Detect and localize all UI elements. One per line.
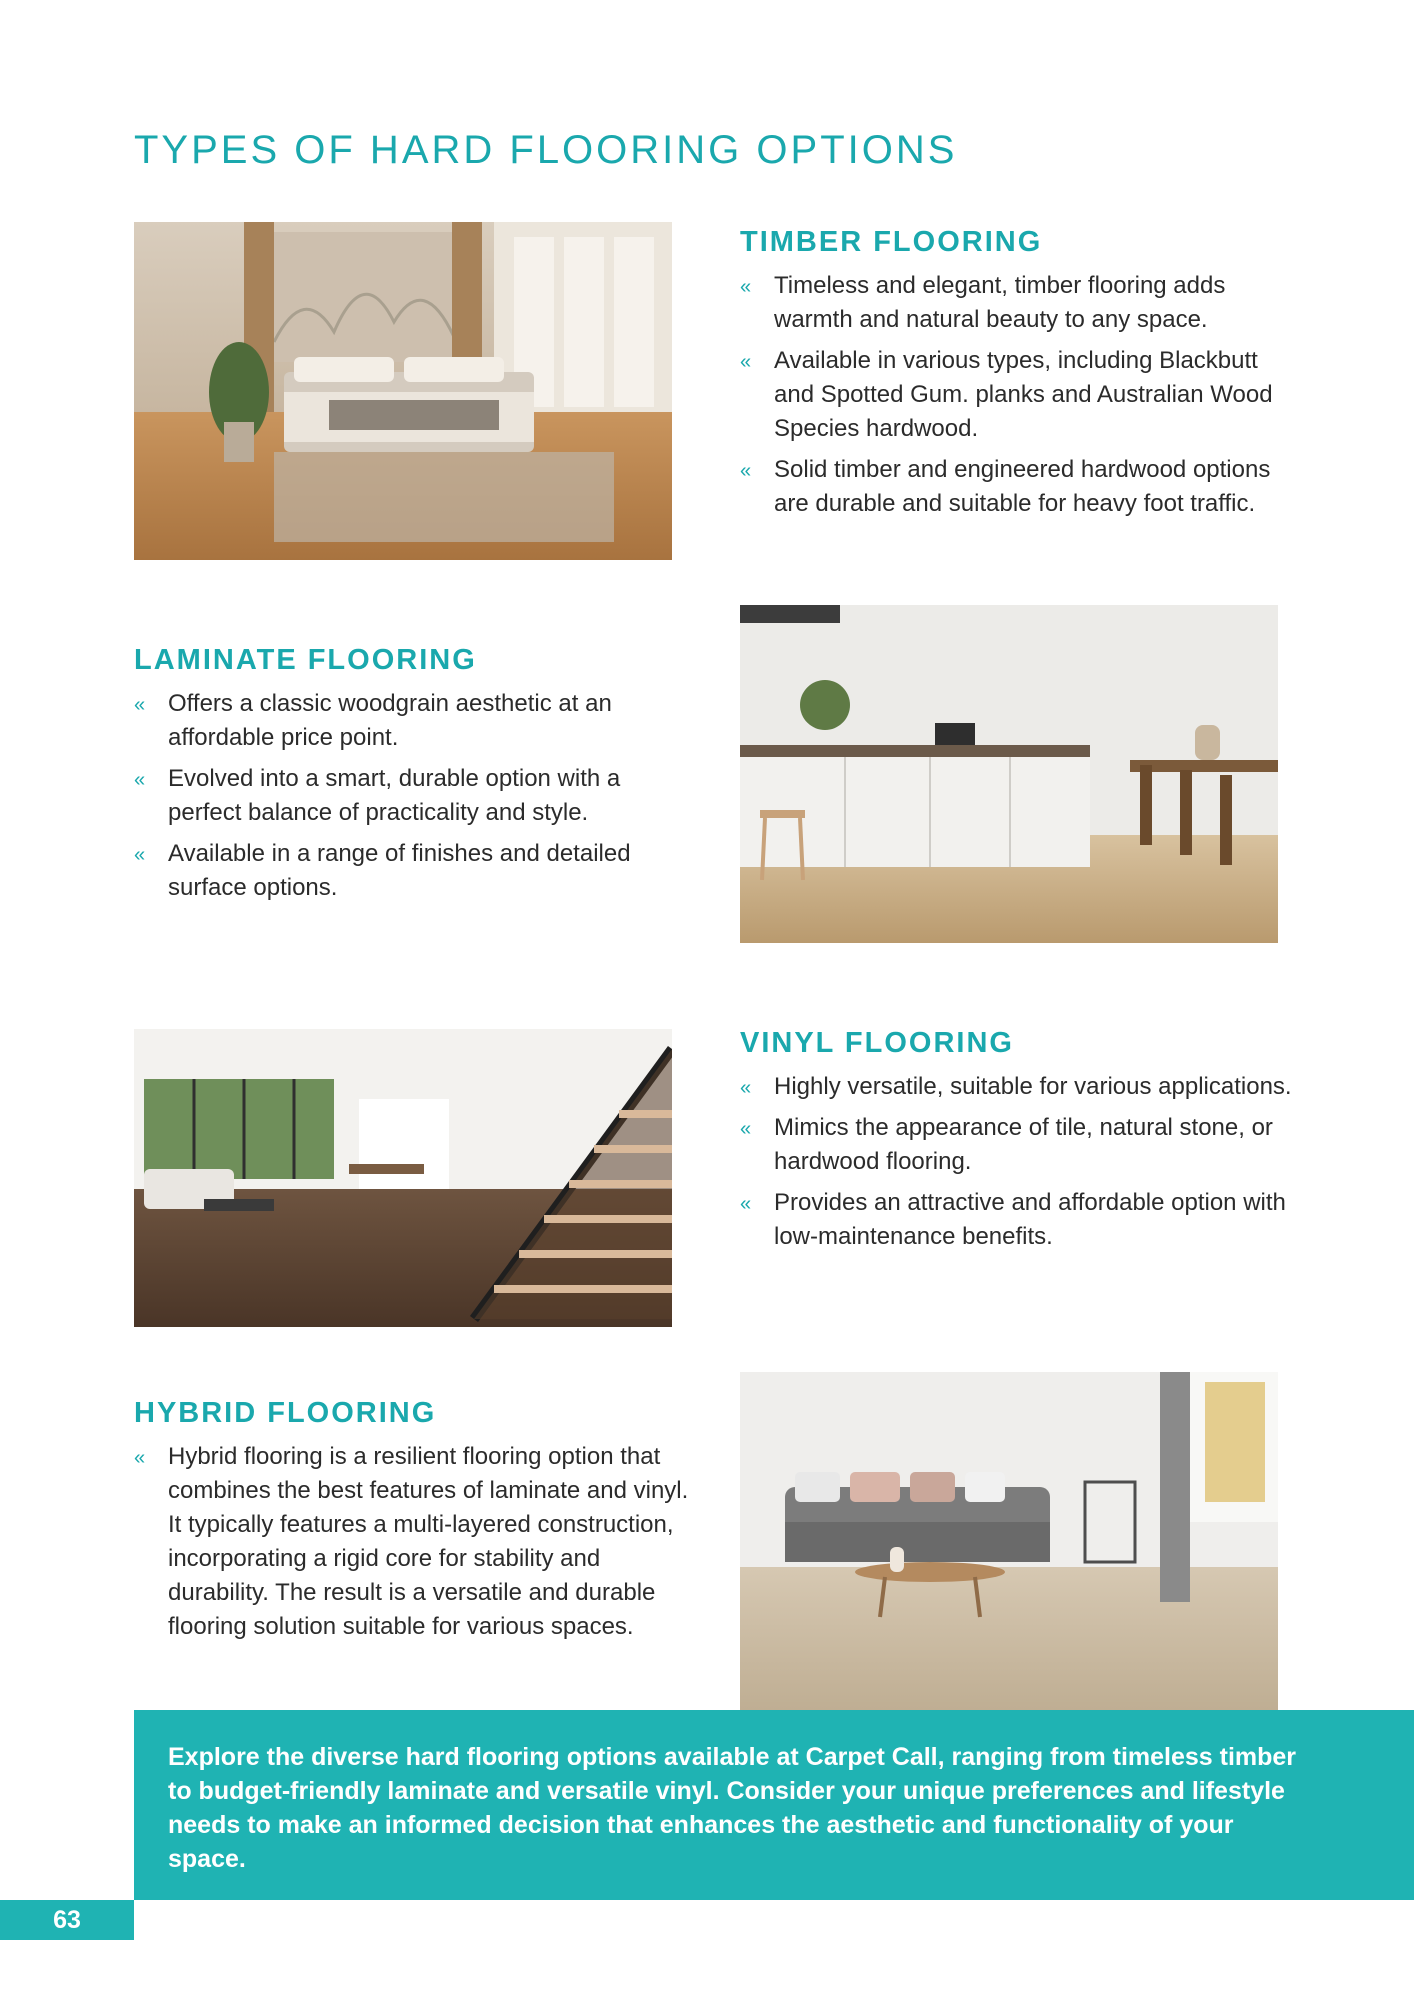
double-chevron-icon: « (134, 769, 146, 791)
hybrid-bullets (134, 1440, 694, 1644)
page-number: 63 (0, 1900, 134, 1940)
lounge-photo (740, 1372, 1278, 1710)
double-chevron-icon: « (740, 1193, 752, 1215)
double-chevron-icon: « (740, 1118, 752, 1140)
vinyl-bullets (740, 1070, 1300, 1254)
timber-bullets (740, 269, 1300, 521)
list-item: « Evolved into a smart, durable option with a perfect balance of practicality and style. (134, 765, 621, 826)
page-title: TYPES OF HARD FLOORING OPTIONS (134, 128, 958, 172)
double-chevron-icon: « (740, 351, 752, 373)
banner-text: Explore the diverse hard flooring options available at Carpet Call, ranging from timeless timber to budget-friendly laminate and versatile vinyl. Consider your unique preferences and lifestyle needs to make an informed decision that enhances the aesthetic and functionality of your space. (168, 1743, 1297, 1873)
vinyl-title: VINYL FLOORING (740, 1027, 1014, 1059)
summary-banner (134, 1710, 1414, 1900)
list-item: « Solid timber and engineered hardwood options are durable and suitable for heavy foot traffic. (740, 456, 1271, 517)
double-chevron-icon: « (740, 1077, 752, 1099)
vinyl-section (740, 1027, 1300, 1261)
list-item: « Mimics the appearance of tile, natural stone, or hardwood flooring. (740, 1114, 1273, 1175)
timber-title: TIMBER FLOORING (740, 226, 1043, 258)
timber-section (740, 226, 1300, 528)
double-chevron-icon: « (134, 694, 146, 716)
kitchen-photo (740, 605, 1278, 943)
list-item: « Offers a classic woodgrain aesthetic at an affordable price point. (134, 690, 612, 751)
hybrid-section (134, 1397, 694, 1651)
list-item: « Available in various types, including Blackbutt and Spotted Gum. planks and Australian Wood Species hardwood. (740, 347, 1273, 442)
list-item: « Provides an attractive and affordable option with low-maintenance benefits. (740, 1189, 1286, 1250)
hybrid-title: HYBRID FLOORING (134, 1397, 437, 1429)
double-chevron-icon: « (134, 1447, 146, 1469)
laminate-section (134, 644, 694, 912)
list-item: « Available in a range of finishes and detailed surface options. (134, 840, 631, 901)
bedroom-photo (134, 222, 672, 560)
double-chevron-icon: « (740, 276, 752, 298)
living-stairs-photo (134, 989, 672, 1327)
list-item: « Timeless and elegant, timber flooring adds warmth and natural beauty to any space. (740, 272, 1226, 333)
list-item: « Hybrid flooring is a resilient flooring option that combines the best features of laminate and vinyl. It typically features a multi-layered construction, incorporating a rigid core for stability and durability. The result is a versatile and durable flooring solution suitable for various spaces. (134, 1443, 689, 1640)
list-item: « Highly versatile, suitable for various applications. (740, 1070, 1300, 1104)
laminate-title: LAMINATE FLOORING (134, 644, 477, 676)
double-chevron-icon: « (740, 460, 752, 482)
double-chevron-icon: « (134, 844, 146, 866)
laminate-bullets (134, 687, 694, 905)
